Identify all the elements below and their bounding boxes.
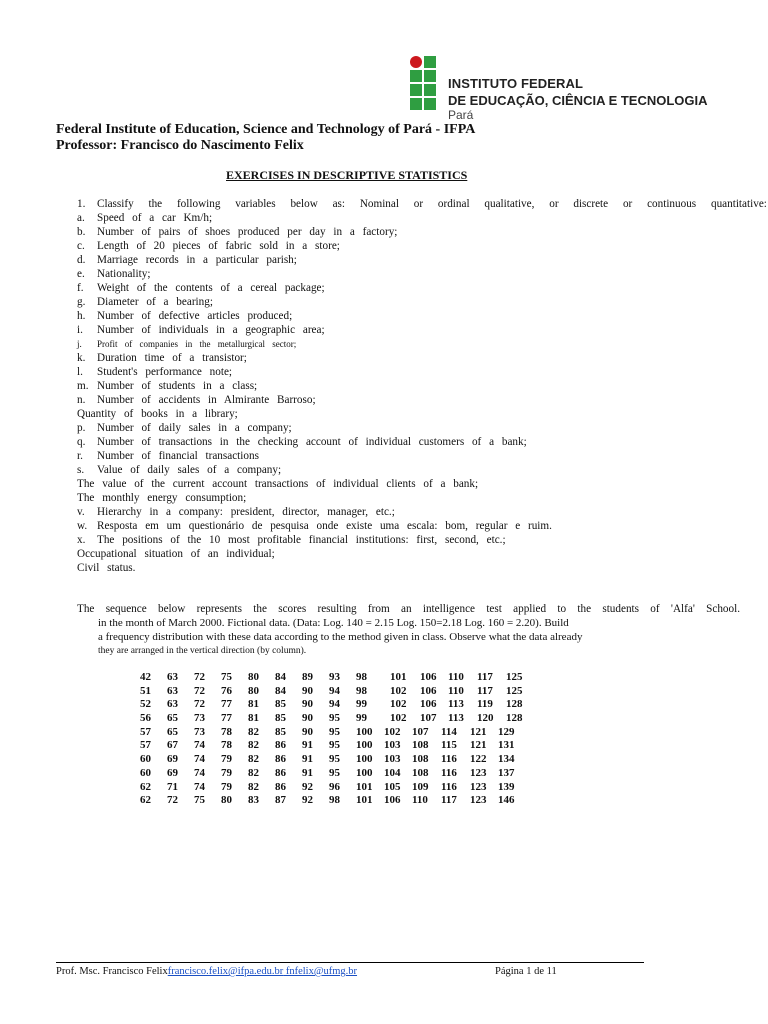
list-item-label: l.	[77, 366, 83, 378]
table-cell: 86	[275, 739, 286, 752]
table-cell: 72	[194, 671, 205, 683]
table-cell: 99	[356, 712, 367, 725]
table-cell: 125	[506, 684, 523, 697]
table-cell: 82	[248, 780, 259, 793]
table-cell: 139	[498, 780, 515, 793]
list-item-text: The monthly energy consumption;	[77, 492, 247, 504]
list-item	[77, 281, 767, 295]
table-cell: 110	[448, 684, 464, 697]
table-cell: 102	[390, 684, 407, 697]
table-cell: 86	[275, 753, 286, 766]
table-cell: 77	[221, 698, 232, 711]
table-cell: 85	[275, 712, 286, 725]
table-cell: 78	[221, 725, 232, 738]
list-item-label: e.	[77, 268, 85, 280]
word: qualitative,	[484, 198, 535, 210]
list-item-label: i.	[77, 324, 83, 336]
list-item-label: w.	[77, 520, 88, 532]
list-item-label: f.	[77, 282, 84, 294]
list-item	[77, 295, 767, 309]
list-item	[77, 365, 767, 379]
table-cell: 72	[194, 698, 205, 711]
table-cell: 83	[248, 794, 259, 807]
table-cell: 80	[221, 794, 232, 807]
table-cell: 90	[302, 698, 313, 711]
footer-email-link-2[interactable]: fnfelix@ufmg.br	[283, 966, 358, 977]
table-cell: 73	[194, 712, 205, 725]
word: below	[290, 198, 318, 210]
list-item-label: x.	[77, 534, 86, 546]
exercise-2-paragraph	[77, 602, 768, 658]
table-cell: 99	[356, 698, 367, 711]
list-item-label: 1.	[77, 198, 86, 210]
list-item	[77, 253, 767, 267]
table-cell: 95	[329, 739, 340, 752]
list-item-text: Number of pairs of shoes produced per day in a factory;	[97, 226, 398, 238]
table-cell: 74	[194, 780, 205, 793]
footer-email-link[interactable]: francisco.felix@ifpa.edu.br	[167, 966, 284, 977]
word: Classify	[97, 198, 134, 210]
table-cell: 107	[412, 725, 429, 738]
logo-line-1: INSTITUTO FEDERAL	[448, 76, 584, 91]
table-cell: 95	[329, 753, 340, 766]
list-item-label: k.	[77, 352, 86, 364]
list-item-text: Student's performance note;	[97, 366, 233, 378]
table-cell: 122	[470, 753, 487, 766]
list-item	[77, 463, 767, 477]
paragraph-line: in the month of March 2000. Fictional data. (Data: Log. 140 = 2.15 Log. 150=2.18 Log. 160 = 2.20). Build	[98, 617, 569, 629]
table-cell: 62	[140, 794, 151, 807]
table-cell: 82	[248, 766, 259, 779]
paragraph-line: a frequency distribution with these data according to the method given in class. Observe what the data already	[98, 631, 583, 643]
table-cell: 113	[448, 698, 464, 711]
list-item-text: Quantity of books in a library;	[77, 408, 238, 420]
table-cell: 74	[194, 753, 205, 766]
table-cell: 86	[275, 780, 286, 793]
table-cell: 95	[329, 712, 340, 725]
table-cell: 72	[167, 794, 178, 807]
list-item-label: s.	[77, 464, 85, 476]
table-cell: 63	[167, 684, 178, 697]
table-cell: 72	[194, 684, 205, 697]
table-cell: 82	[248, 739, 259, 752]
table-cell: 117	[477, 671, 493, 683]
list-item	[77, 435, 767, 449]
table-cell: 98	[329, 794, 340, 807]
table-cell: 82	[248, 725, 259, 738]
table-cell: 96	[329, 780, 340, 793]
table-cell: 105	[384, 780, 401, 793]
table-cell: 128	[506, 712, 523, 725]
ifpa-logo	[410, 56, 708, 122]
table-cell: 79	[221, 766, 232, 779]
table-cell: 91	[302, 739, 313, 752]
list-item	[77, 323, 767, 337]
table-cell: 65	[167, 712, 178, 725]
footer-author	[56, 966, 357, 977]
table-cell: 92	[302, 794, 313, 807]
table-cell: 107	[420, 712, 437, 725]
table-cell: 89	[302, 671, 313, 683]
list-item-text: Marriage records in a particular parish;	[97, 254, 297, 266]
word: Nominal	[359, 198, 399, 210]
table-cell: 79	[221, 753, 232, 766]
table-cell: 91	[302, 753, 313, 766]
table-cell: 121	[470, 725, 487, 738]
table-cell: 106	[420, 671, 437, 683]
list-item-text: The value of the current account transactions of individual clients of a bank;	[77, 478, 479, 490]
table-cell: 57	[140, 725, 151, 738]
list-item-label: g.	[77, 296, 86, 308]
table-cell: 110	[412, 794, 428, 807]
word: continuous	[647, 198, 697, 210]
table-cell: 82	[248, 753, 259, 766]
list-item-text: Number of financial transactions	[97, 450, 259, 462]
list-item-text: Length of 20 pieces of fabric sold in a store;	[97, 240, 340, 252]
table-cell: 71	[167, 780, 178, 793]
table-cell: 125	[506, 671, 523, 683]
table-cell: 102	[390, 698, 407, 711]
table-cell: 108	[412, 753, 429, 766]
list-item-text: Profit of companies in the metallurgical sector;	[97, 339, 297, 349]
list-item-label: q.	[77, 436, 86, 448]
table-cell: 80	[248, 684, 259, 697]
table-cell: 84	[275, 671, 286, 683]
table-cell: 90	[302, 684, 313, 697]
list-item-label: j.	[77, 339, 82, 349]
table-cell: 117	[477, 684, 493, 697]
table-cell: 90	[302, 725, 313, 738]
table-cell: 67	[167, 739, 178, 752]
list-item-text: Duration time of a transistor;	[97, 352, 247, 364]
list-item-label: v.	[77, 506, 85, 518]
table-cell: 98	[356, 671, 367, 683]
table-cell: 102	[384, 725, 401, 738]
table-cell: 81	[248, 712, 259, 725]
list-item	[77, 491, 767, 505]
list-item	[77, 477, 767, 491]
list-item	[77, 267, 767, 281]
list-item-label: c.	[77, 240, 85, 252]
list-item-text: Speed of a car Km/h;	[97, 212, 213, 224]
table-cell: 76	[221, 684, 232, 697]
table-cell: 103	[384, 753, 401, 766]
table-cell: 109	[412, 780, 429, 793]
page-number: Página 1 de 11	[495, 966, 557, 977]
table-cell: 100	[356, 766, 373, 779]
table-cell: 131	[498, 739, 515, 752]
list-item	[77, 561, 767, 575]
table-cell: 92	[302, 780, 313, 793]
paragraph-line: The sequence below represents the scores resulting from an intelligence test applied to the students of 'Alfa' School.	[77, 603, 741, 615]
list-item	[77, 239, 767, 253]
list-item	[77, 519, 767, 533]
table-cell: 75	[194, 794, 205, 807]
table-cell: 78	[221, 739, 232, 752]
exercise-list	[77, 197, 767, 575]
word: discrete	[573, 198, 609, 210]
table-cell: 86	[275, 766, 286, 779]
table-cell: 129	[498, 725, 515, 738]
table-cell: 85	[275, 725, 286, 738]
table-cell: 74	[194, 766, 205, 779]
list-item	[77, 393, 767, 407]
word: quantitative:	[710, 198, 767, 210]
list-item	[77, 505, 767, 519]
list-item	[77, 309, 767, 323]
table-cell: 100	[356, 725, 373, 738]
list-item-text: Number of accidents in Almirante Barroso;	[97, 394, 316, 406]
table-cell: 63	[167, 671, 178, 683]
word: as:	[332, 198, 346, 210]
table-cell: 51	[140, 684, 151, 697]
table-cell: 85	[275, 698, 286, 711]
list-item	[77, 379, 767, 393]
table-cell: 69	[167, 753, 178, 766]
list-item-text: The positions of the 10 most profitable financial institutions: first, second, etc.;	[97, 534, 506, 546]
logo-red-dot	[410, 56, 422, 68]
list-item-label: r.	[77, 450, 83, 462]
footer-rule	[56, 962, 644, 963]
table-cell: 123	[470, 766, 487, 779]
list-item	[77, 449, 767, 463]
table-cell: 102	[390, 712, 407, 725]
list-item-text: Occupational situation of an individual;	[77, 548, 275, 560]
list-item	[77, 211, 767, 225]
table-cell: 116	[441, 766, 457, 779]
table-cell: 74	[194, 739, 205, 752]
table-cell: 93	[329, 671, 340, 683]
table-cell: 137	[498, 766, 515, 779]
table-cell: 87	[275, 794, 286, 807]
table-cell: 98	[356, 684, 367, 697]
table-cell: 79	[221, 780, 232, 793]
table-cell: 94	[329, 698, 340, 711]
list-item	[77, 421, 767, 435]
table-cell: 106	[420, 684, 437, 697]
table-cell: 119	[477, 698, 493, 711]
word: the	[148, 198, 163, 210]
table-cell: 95	[329, 725, 340, 738]
list-item-label: a.	[77, 212, 85, 224]
word: variables	[235, 198, 276, 210]
table-cell: 106	[420, 698, 437, 711]
word: or	[549, 198, 559, 210]
table-cell: 103	[384, 739, 401, 752]
table-cell: 120	[477, 712, 494, 725]
table-cell: 100	[356, 753, 373, 766]
table-cell: 114	[441, 725, 457, 738]
table-cell: 91	[302, 766, 313, 779]
professor-heading: Professor: Francisco do Nascimento Felix	[56, 138, 304, 153]
list-item-text: Number of transactions in the checking account of individual customers of a bank;	[97, 436, 527, 448]
table-cell: 134	[498, 753, 515, 766]
list-item-text: Value of daily sales of a company;	[97, 464, 282, 476]
list-item	[77, 351, 767, 365]
table-cell: 115	[441, 739, 457, 752]
word: or	[413, 198, 424, 210]
logo-line-3: Pará	[448, 108, 474, 122]
list-item	[77, 197, 767, 211]
table-cell: 101	[390, 671, 407, 683]
table-cell: 100	[356, 739, 373, 752]
list-item-text: Nationality;	[97, 268, 151, 280]
list-item-label: b.	[77, 226, 86, 238]
list-item	[77, 533, 767, 547]
table-cell: 57	[140, 739, 151, 752]
table-cell: 101	[356, 780, 373, 793]
table-cell: 69	[167, 766, 178, 779]
table-cell: 60	[140, 753, 151, 766]
table-cell: 108	[412, 766, 429, 779]
list-item-text: Civil status.	[77, 562, 136, 574]
table-cell: 117	[441, 794, 457, 807]
table-cell: 77	[221, 712, 232, 725]
document-title: EXERCISES IN DESCRIPTIVE STATISTICS	[226, 168, 468, 182]
table-cell: 121	[470, 739, 487, 752]
list-item	[77, 337, 767, 351]
word: following	[176, 198, 221, 210]
table-cell: 81	[248, 698, 259, 711]
list-item-label: d.	[77, 254, 86, 266]
table-cell: 80	[248, 671, 259, 683]
table-cell: 123	[470, 780, 487, 793]
list-item-text: Number of individuals in a geographic area;	[97, 324, 325, 336]
table-cell: 90	[302, 712, 313, 725]
table-cell: 56	[140, 712, 151, 725]
table-cell: 104	[384, 766, 401, 779]
table-cell: 128	[506, 698, 523, 711]
list-item	[77, 225, 767, 239]
list-item-text: Number of students in a class;	[97, 380, 258, 392]
table-cell: 106	[384, 794, 401, 807]
list-item-text: Diameter of a bearing;	[97, 296, 213, 308]
word: ordinal	[437, 198, 470, 210]
table-cell: 108	[412, 739, 429, 752]
list-item-label: n.	[77, 394, 86, 406]
table-cell: 65	[167, 725, 178, 738]
table-cell: 113	[448, 712, 464, 725]
table-cell: 62	[140, 780, 151, 793]
table-cell: 95	[329, 766, 340, 779]
list-item-text: Number of daily sales in a company;	[97, 422, 292, 434]
table-cell: 94	[329, 684, 340, 697]
institution-heading: Federal Institute of Education, Science and Technology of Pará - IFPA	[56, 122, 476, 137]
list-item-text: Number of defective articles produced;	[97, 310, 293, 322]
table-cell: 84	[275, 684, 286, 697]
table-cell: 123	[470, 794, 487, 807]
table-cell: 63	[167, 698, 178, 711]
table-cell: 60	[140, 766, 151, 779]
table-cell: 42	[140, 671, 151, 683]
list-item	[77, 547, 767, 561]
list-item-text: Weight of the contents of a cereal package;	[97, 282, 325, 294]
list-item-text: Resposta em um questionário de pesquisa onde existe uma escala: bom, regular e ruim.	[97, 520, 552, 532]
paragraph-line: they are arranged in the vertical direction (by column).	[98, 646, 307, 656]
list-item	[77, 407, 767, 421]
word: or	[622, 198, 633, 210]
table-cell: 116	[441, 780, 457, 793]
list-item-label: p.	[77, 422, 86, 434]
table-cell: 73	[194, 725, 205, 738]
footer-prefix: Prof. Msc. Francisco Felix	[56, 966, 168, 977]
list-item-text	[97, 197, 767, 211]
table-cell: 52	[140, 698, 151, 711]
table-cell: 75	[221, 671, 232, 683]
list-item-label: h.	[77, 310, 86, 322]
list-item-label: m.	[77, 380, 89, 392]
list-item-text: Hierarchy in a company: president, director, manager, etc.;	[97, 506, 395, 518]
table-cell: 146	[498, 794, 515, 807]
table-cell: 116	[441, 753, 457, 766]
table-cell: 110	[448, 671, 464, 683]
logo-line-2: DE EDUCAÇÃO, CIÊNCIA E TECNOLOGIA	[448, 93, 708, 108]
table-cell: 101	[356, 794, 373, 807]
